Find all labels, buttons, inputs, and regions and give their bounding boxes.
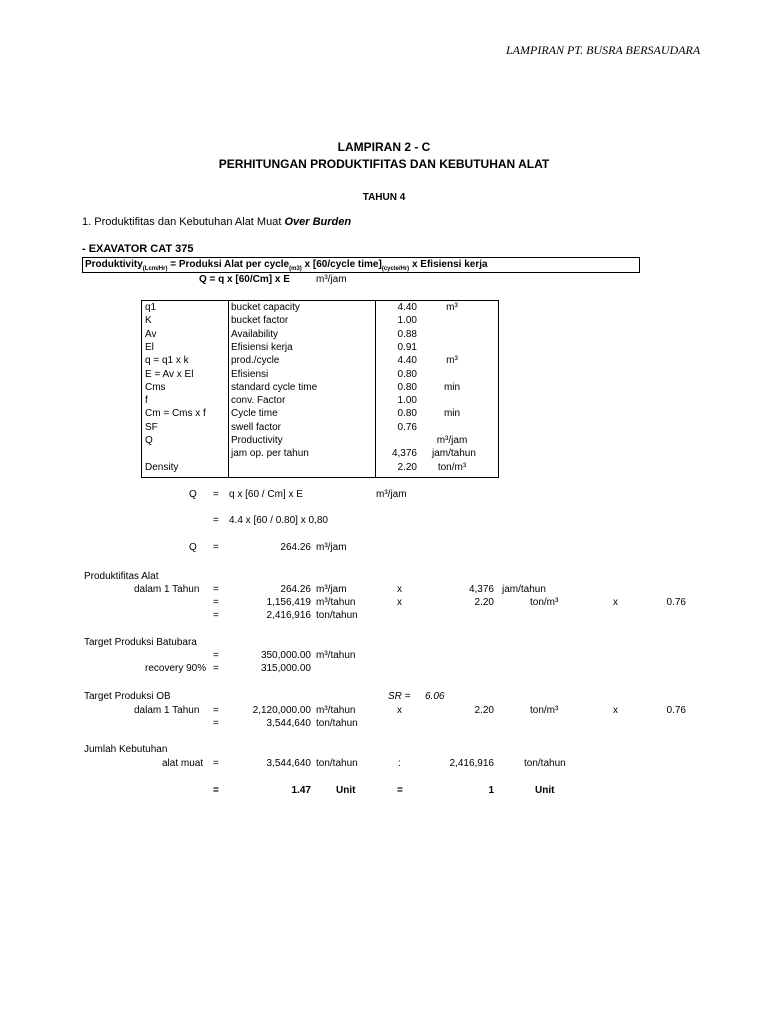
table-row [142, 329, 498, 342]
value: 1,156,419 [266, 597, 311, 608]
calc-expression: q x [60 / Cm] x E [229, 489, 303, 500]
sr-value: 6.06 [425, 691, 445, 702]
calc-eq: = [213, 515, 219, 526]
param-description: conv. Factor [231, 395, 286, 407]
value: 2.20 [474, 597, 494, 608]
param-unit: min [443, 381, 461, 393]
kebutuhan-label: Jumlah Kebutuhan [84, 744, 168, 755]
value: 0.76 [666, 597, 686, 608]
section-text: Produktifitas dan Kebutuhan Alat Muat [94, 216, 282, 228]
target-ob-label: Target Produksi OB [84, 691, 171, 702]
value: 315,000.00 [260, 663, 311, 674]
document-header: LAMPIRAN PT. BUSRA BERSAUDARA [506, 43, 701, 57]
eq-sign: = [213, 785, 219, 796]
param-description: bucket capacity [231, 302, 300, 313]
operator: x [613, 705, 618, 716]
param-value: 4.40 [397, 355, 417, 367]
calc-q-value: 264.26 [280, 542, 311, 553]
value: 350,000.00 [260, 650, 311, 661]
param-value: 1.00 [397, 395, 417, 407]
calc-q-label: Q [189, 489, 197, 500]
param-description: jam op. per tahun [231, 448, 309, 460]
value: 2.20 [474, 705, 494, 716]
param-value: 4,376 [391, 448, 417, 460]
param-symbol: E = Av x El [145, 368, 194, 380]
value: 4,376 [468, 584, 494, 595]
table-row [142, 448, 498, 461]
eq-sign: = [213, 610, 219, 621]
table-row [142, 395, 498, 408]
formula-unit: m³/jam [316, 274, 347, 285]
parameter-table [141, 300, 499, 478]
value: 2,120,000.00 [252, 705, 311, 716]
result-rounded: 1 [488, 785, 494, 796]
table-row [142, 369, 498, 382]
param-value: 0.88 [397, 328, 417, 340]
value: 0.76 [666, 705, 686, 716]
operator: x [613, 597, 618, 608]
unit: ton/m³ [530, 597, 559, 608]
calc-unit: m³/jam [376, 489, 407, 500]
eq-sign: = [213, 650, 219, 661]
param-description: Cycle time [231, 408, 278, 420]
param-unit: min [443, 408, 461, 420]
calc-eq: = [213, 489, 219, 500]
param-symbol: Cms [145, 381, 166, 393]
formula-box [82, 257, 640, 273]
param-description: prod./cycle [231, 355, 280, 367]
unit: m³/jam [316, 584, 347, 595]
param-value: 4.40 [397, 302, 417, 313]
operator: : [398, 758, 401, 769]
param-unit: jam/tahun [432, 448, 476, 460]
eq-sign: = [213, 663, 219, 674]
param-description: swell factor [231, 421, 282, 433]
equipment-name: - EXAVATOR CAT 375 [82, 243, 194, 255]
kebutuhan-sublabel: alat muat [162, 758, 204, 769]
param-symbol: q = q1 x k [145, 355, 189, 367]
year-label: TAHUN 4 [362, 192, 406, 203]
table-row [142, 315, 498, 328]
param-symbol: Q [145, 435, 153, 446]
calc-q-unit: m³/jam [316, 542, 347, 553]
eq-sign: = [213, 584, 219, 595]
result-rounded-unit: Unit [535, 785, 555, 796]
param-symbol: f [145, 395, 148, 407]
param-value: 2.20 [397, 461, 417, 473]
param-symbol: q1 [145, 302, 157, 313]
param-symbol: SF [145, 421, 158, 433]
value: 3,544,640 [266, 718, 311, 729]
eq-sign: = [213, 758, 219, 769]
value: 2,416,916 [449, 758, 494, 769]
sr-label: SR = [388, 691, 411, 702]
section-number: 1. [82, 216, 92, 228]
param-description: Availability [231, 328, 279, 340]
param-symbol: Av [145, 328, 157, 340]
result-unit: Unit [336, 785, 356, 796]
result-eq: = [397, 785, 403, 796]
unit: ton/tahun [316, 718, 358, 729]
unit: ton/tahun [524, 758, 566, 769]
unit: m³/tahun [316, 650, 356, 661]
target-batubara-label: Target Produksi Batubara [84, 637, 197, 648]
section-heading [82, 216, 351, 228]
table-row [142, 462, 498, 475]
value: 264.26 [280, 584, 311, 595]
calc-eq: = [213, 542, 219, 553]
param-value: 0.80 [397, 408, 417, 420]
param-description: Efisiensi [231, 368, 269, 380]
unit: ton/tahun [316, 610, 358, 621]
page-title: LAMPIRAN 2 - C [337, 140, 431, 154]
eq-sign: = [213, 597, 219, 608]
param-symbol: Density [145, 461, 179, 473]
param-description: Productivity [231, 435, 283, 446]
prod-alat-sublabel: dalam 1 Tahun [134, 584, 200, 595]
value: 3,544,640 [266, 758, 311, 769]
value: 2,416,916 [266, 610, 311, 621]
table-row [142, 355, 498, 368]
prod-alat-label: Produktifitas Alat [84, 571, 159, 582]
table-row [142, 408, 498, 421]
param-value: 0.76 [397, 421, 417, 433]
operator: x [397, 597, 402, 608]
formula-simple: Q = q x [60/Cm] x E [199, 274, 290, 285]
table-row [142, 342, 498, 355]
table-row [142, 435, 498, 448]
target-ob-sublabel: dalam 1 Tahun [134, 705, 200, 716]
param-value: 0.91 [397, 341, 417, 353]
recovery-label: recovery 90% [145, 663, 207, 674]
param-value: 0.80 [397, 368, 417, 380]
eq-sign: = [213, 718, 219, 729]
unit: ton/m³ [530, 705, 559, 716]
table-row [142, 302, 498, 315]
unit: ton/tahun [316, 758, 358, 769]
param-symbol: El [145, 341, 154, 353]
param-value: 1.00 [397, 315, 417, 327]
result-value: 1.47 [291, 785, 311, 796]
eq-sign: = [213, 705, 219, 716]
calc-q-label: Q [189, 542, 197, 553]
param-unit: ton/m³ [437, 461, 467, 473]
param-unit: m³/jam [436, 435, 468, 446]
param-symbol: Cm = Cms x f [145, 408, 206, 420]
param-description: standard cycle time [231, 381, 318, 393]
table-row [142, 382, 498, 395]
unit: m³/tahun [316, 705, 356, 716]
operator: x [397, 584, 402, 595]
param-value: 0.80 [397, 381, 417, 393]
section-emphasis: Over Burden [284, 216, 352, 228]
param-unit: m³ [446, 355, 458, 367]
param-description: bucket factor [231, 315, 289, 327]
unit: jam/tahun [502, 584, 546, 595]
param-unit: m³ [446, 302, 458, 313]
formula-text: Produktivity$_{(Lcm/Hr)}$ = Produksi Alat per cycle$_{(m3)}$ x [60/cycle $time]_{(cycle/Hr)}$ x Efisiensi kerja [85, 259, 488, 272]
unit: m³/tahun [316, 597, 356, 608]
table-row [142, 422, 498, 435]
page-subtitle: PERHITUNGAN PRODUKTIFITAS DAN KEBUTUHAN ALAT [218, 157, 550, 171]
param-description: Efisiensi kerja [231, 341, 293, 353]
param-symbol: K [145, 315, 152, 327]
calc-substitution: 4.4 x [60 / 0.80] x 0,80 [229, 515, 328, 526]
operator: x [397, 705, 402, 716]
